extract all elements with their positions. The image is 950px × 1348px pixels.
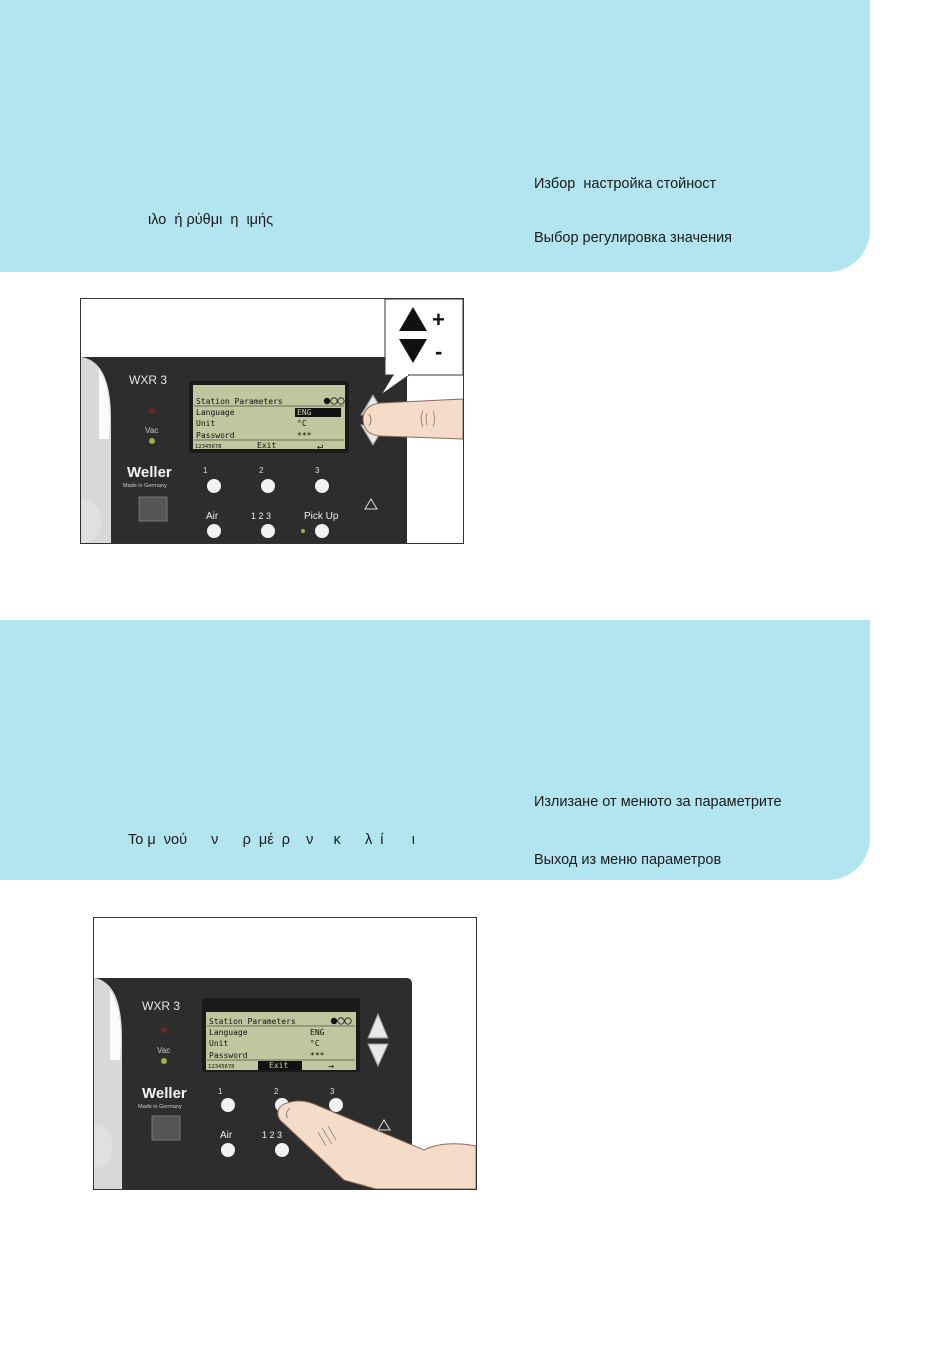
made-in-label: Made in Germany — [123, 483, 167, 489]
lcd-footer-numbers: 12345678 — [195, 444, 222, 450]
made-in-label: Made in Germany — [138, 1104, 182, 1110]
device-port — [152, 1116, 180, 1140]
pickup-led — [301, 529, 305, 533]
lcd-row-value: *** — [310, 1051, 325, 1060]
button-label-3: 3 — [315, 466, 320, 475]
lcd-row-value: °C — [310, 1039, 320, 1048]
finger-illustration — [363, 399, 463, 439]
button-label-3: 3 — [330, 1087, 335, 1096]
button-label-2: 2 — [274, 1087, 279, 1096]
lcd-row-label: Language — [209, 1028, 248, 1037]
lcd-page-dot-filled — [324, 398, 330, 404]
lcd-exit: Exit — [257, 441, 277, 450]
vac-led — [149, 438, 155, 444]
preset-button-3[interactable] — [315, 479, 329, 493]
lcd-footer-numbers: 12345678 — [208, 1064, 235, 1070]
minus-symbol: - — [435, 339, 443, 364]
lcd-row-label: Language — [196, 408, 235, 417]
group-label: 1 2 3 — [251, 511, 272, 521]
greek-instruction-2: Το μ νού ν ρ μέ ρ ν κ λ ί ι — [128, 832, 415, 848]
greek-instruction-1: ιλο ή ρύθμι η ιμής — [148, 212, 274, 228]
weller-logo: Weller — [127, 464, 172, 481]
air-label: Air — [220, 1130, 233, 1141]
plus-symbol: + — [432, 307, 445, 332]
lcd-row-value: °C — [297, 419, 307, 428]
lcd-title: Station Parameters — [196, 397, 283, 406]
button-label-1: 1 — [218, 1087, 223, 1096]
lcd-row-label: Unit — [196, 419, 216, 428]
model-label: WXR 3 — [142, 999, 181, 1013]
group-label: 1 2 3 — [262, 1130, 283, 1140]
vac-label: Vac — [145, 426, 159, 435]
vac-label: Vac — [157, 1046, 171, 1055]
lcd-page-dot-filled — [331, 1018, 337, 1024]
lcd-row-label: Password — [196, 431, 235, 440]
device-figure-1 — [80, 298, 464, 544]
air-label: Air — [206, 511, 219, 522]
bulgarian-instruction-1: Избор настройка стойност — [534, 176, 717, 192]
air-button[interactable] — [221, 1143, 235, 1157]
button-label-1: 1 — [203, 466, 208, 475]
preset-button-2[interactable] — [261, 479, 275, 493]
device-figure-2 — [93, 917, 477, 1190]
led-indicator — [161, 1027, 167, 1033]
preset-button-1[interactable] — [221, 1098, 235, 1112]
device-port — [139, 497, 167, 521]
group-button[interactable] — [261, 524, 275, 538]
weller-logo: Weller — [142, 1085, 187, 1102]
russian-instruction-2: Выход из меню параметров — [534, 852, 722, 868]
header-band-1 — [0, 0, 870, 272]
model-label: WXR 3 — [129, 373, 168, 387]
callout-box — [385, 299, 463, 375]
vac-led — [161, 1058, 167, 1064]
lcd-right-arrow: → — [328, 1061, 335, 1072]
bulgarian-instruction-2: Излизане от менюто за параметрите — [534, 794, 782, 810]
lcd-row-label: Password — [209, 1051, 248, 1060]
lcd-row-value: *** — [297, 431, 312, 440]
pickup-button[interactable] — [315, 524, 329, 538]
air-button[interactable] — [207, 524, 221, 538]
pickup-label: Pick Up — [304, 511, 339, 522]
lcd-exit: Exit — [269, 1061, 289, 1070]
led-indicator — [149, 408, 155, 414]
preset-button-3[interactable] — [329, 1098, 343, 1112]
lcd-row-value: ENG — [310, 1028, 325, 1037]
lcd-title: Station Parameters — [209, 1017, 296, 1026]
lcd-row-label: Unit — [209, 1039, 229, 1048]
russian-instruction-1: Выбор регулировка значения — [534, 230, 733, 246]
lcd-row-value: ENG — [297, 408, 312, 417]
group-button[interactable] — [275, 1143, 289, 1157]
button-label-2: 2 — [259, 466, 264, 475]
lcd-enter-arrow: ↵ — [317, 441, 324, 452]
preset-button-1[interactable] — [207, 479, 221, 493]
